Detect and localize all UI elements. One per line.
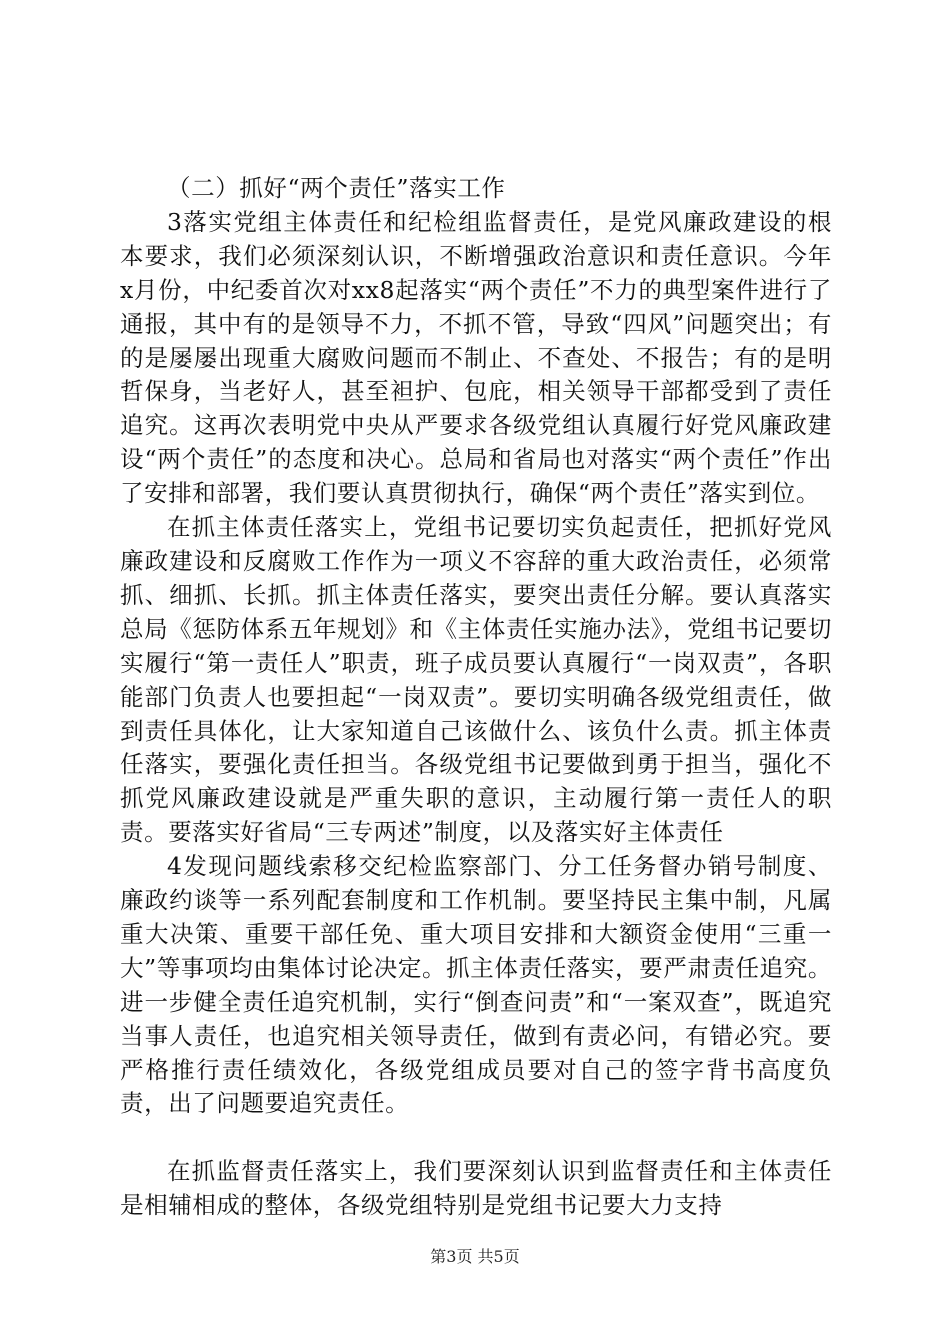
paragraph-spacer bbox=[120, 1121, 832, 1155]
paragraph-1: 3落实党组主体责任和纪检组监督责任，是党风廉政建设的根本要求，我们必须深刻认识，不断增强政治意识和责任意识。今年x月份，中纪委首次对xx8起落实“两个责任”不力的典型案件进行了通报，其中有的是领导不力，不抓不管，导致“四风”问题突出；有的是屡屡出现重大腐败问题而不制止、不查处、不报告；有的是明哲保身，当老好人，甚至袒护、包庇，相关领导干部都受到了责任追究。这再次表明党中央从严要求各级党组认真履行好党风廉政建设“两个责任”的态度和决心。总局和省局也对落实“两个责任”作出了安排和部署，我们要认真贯彻执行，确保“两个责任”落实到位。 bbox=[120, 207, 832, 508]
document-body bbox=[120, 172, 832, 1223]
section-heading: （二）抓好“两个责任”落实工作 bbox=[167, 174, 506, 202]
paragraph-2: 在抓主体责任落实上，党组书记要切实负起责任，把抓好党风廉政建设和反腐败工作作为一项义不容辞的重大政治责任，必须常抓、细抓、长抓。抓主体责任落实，要突出责任分解。要认真落实总局《惩防体系五年规划》和《主体责任实施办法》，党组书记要切实履行“第一责任人”职责，班子成员要认真履行“一岗双责”，各职能部门负责人也要担起“一岗双责”。要切实明确各级党组责任，做到责任具体化，让大家知道自己该做什么、该负什么责。抓主体责任落实，要强化责任担当。各级党组书记要做到勇于担当，强化不抓党风廉政建设就是严重失职的意识，主动履行第一责任人的职责。要落实好省局“三专两述”制度，以及落实好主体责任 bbox=[120, 513, 832, 847]
page-number-footer: 第3页 共5页 bbox=[430, 1247, 520, 1266]
paragraph-3: 4发现问题线索移交纪检监察部门、分工任务督办销号制度、廉政约谈等一系列配套制度和工作机制。要坚持民主集中制，凡属重大决策、重要干部任免、重大项目安排和大额资金使用“三重一大”等事项均由集体讨论决定。抓主体责任落实，要严肃责任追究。进一步健全责任追究机制，实行“倒查问责”和“一案双查”，既追究当事人责任，也追究相关领导责任，做到有责必问，有错必究。要严格推行责任绩效化，各级党组成员要对自己的签字背书高度负责，出了问题要追究责任。 bbox=[120, 852, 832, 1118]
paragraph-4: 在抓监督责任落实上，我们要深刻认识到监督责任和主体责任是相辅相成的整体，各级党组特别是党组书记要大力支持 bbox=[120, 1157, 832, 1220]
